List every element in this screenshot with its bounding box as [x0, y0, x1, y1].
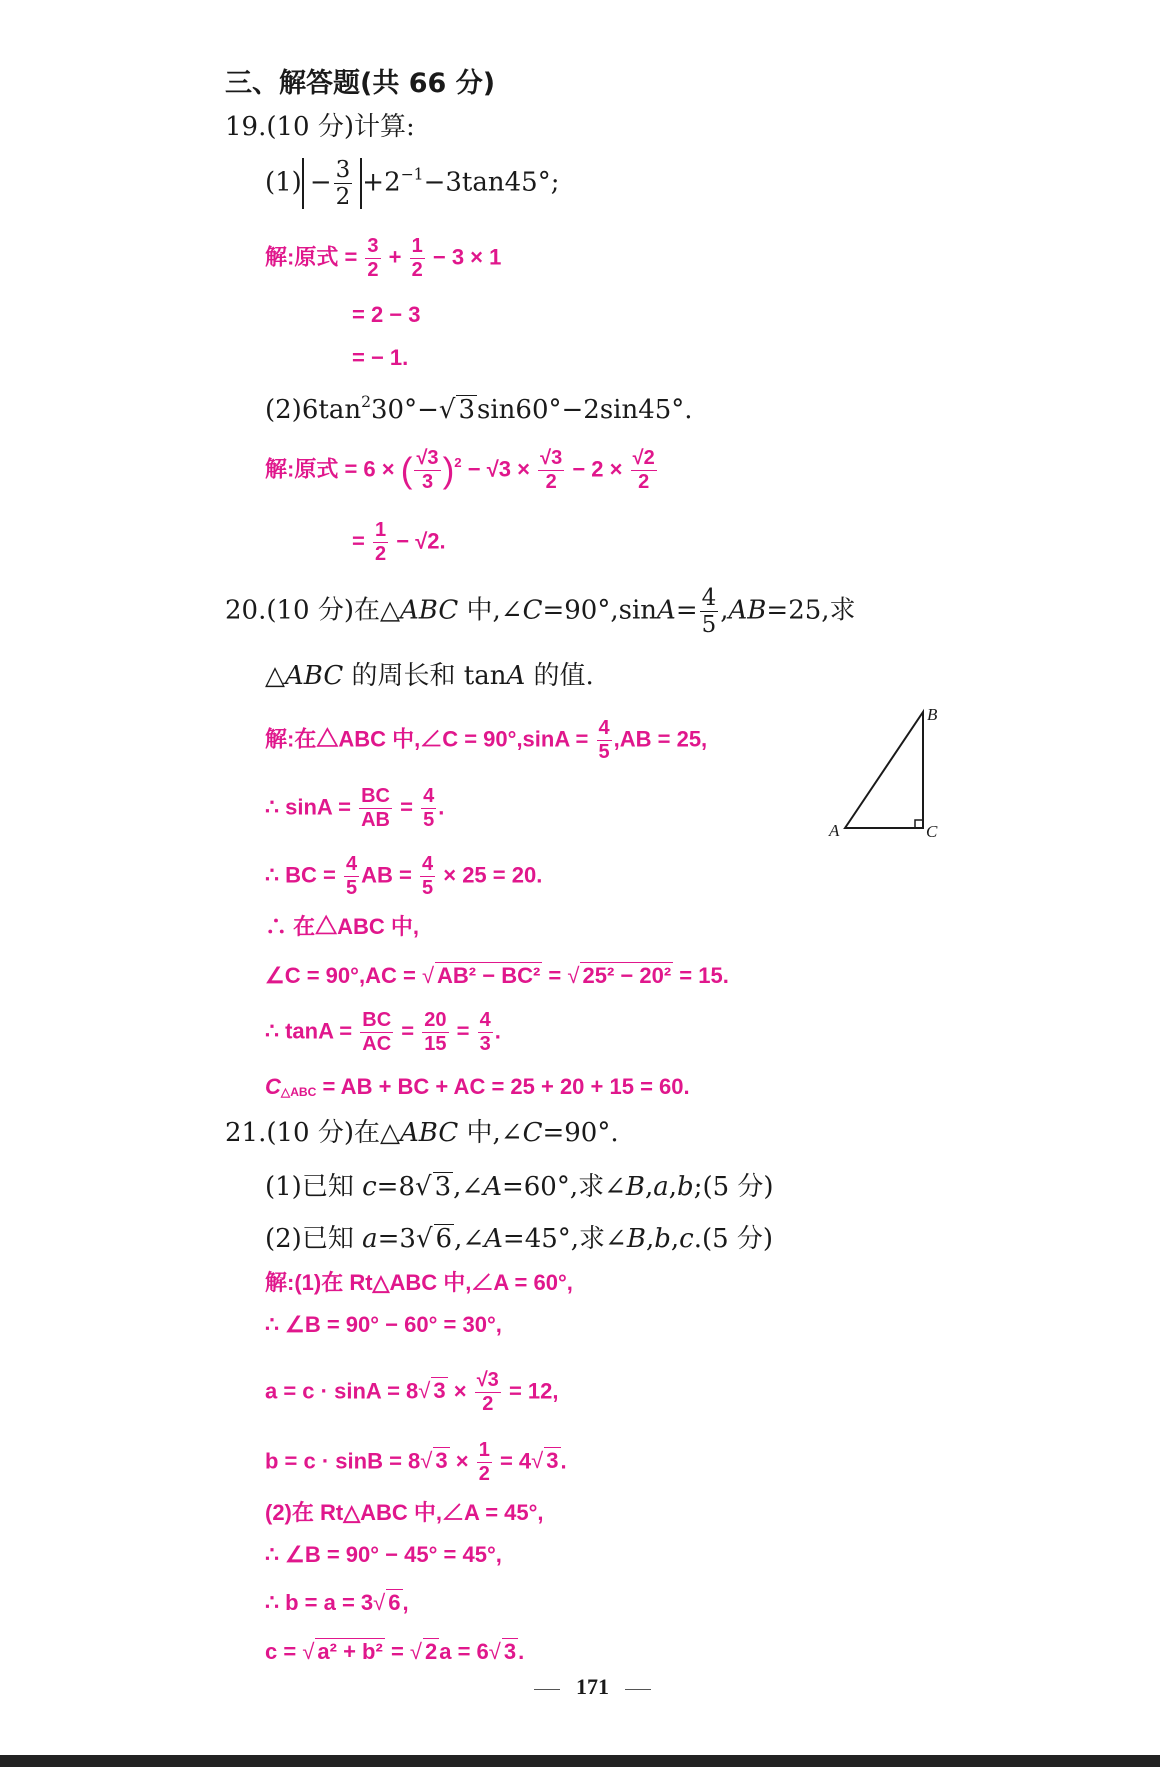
q20-sol-line1: 解:在△ABC 中,∠C = 90°,sinA = $\frac{4}{5}$ ,AB = 25, — [265, 717, 708, 763]
q21-sol-line6: ∴ ∠B = 90° − 45° = 45°, — [265, 1542, 502, 1567]
triangle-shape — [845, 712, 923, 828]
footer-dash-right — [625, 1689, 651, 1690]
q19-sol1-line3: = − 1. — [352, 345, 409, 370]
q21-sol-line1: 解:(1)在 Rt△ABC 中,∠A = 60°, — [265, 1270, 573, 1295]
vertex-label-c: C — [926, 822, 938, 841]
q19-sol1-line2: = 2 − 3 — [352, 302, 421, 327]
q21-part1: (1)已知 c=8√ 3,∠A=60°,求∠B,a,b;(5 分) — [265, 1172, 774, 1202]
q21-sol-line2: ∴ ∠B = 90° − 60° = 30°, — [265, 1312, 502, 1337]
q19-part2: $(2)6\tan^230^\circ-√$ 3sin60°−2sin45°. — [265, 393, 693, 425]
q20-stem-line1: 20.(10 分)在△ABC 中,∠C=90°,sinA= $\frac{4}{5}$ ,AB=25,求 — [225, 585, 856, 639]
vertex-label-b: B — [927, 705, 938, 724]
q20-stem-line2: △ABC 的周长和 tanA 的值. — [265, 661, 594, 691]
q19-part1: (1) − $\frac{3}{2}$ $+2^{-1}-3\tan 45^\circ$; — [265, 157, 560, 211]
q21-sol-line7: ∴ b = a = 3√ 6, — [265, 1590, 409, 1615]
q21-sol-line3: a = c · sinA = 8√ 3 × $\frac{√3}{2}$ = 12, — [265, 1369, 559, 1415]
q21-part2: (2)已知 a=3√ 6,∠A=45°,求∠B,b,c.(5 分) — [265, 1224, 774, 1254]
footer-dash-left — [534, 1689, 560, 1690]
q21-sol-line8: c = √ a² + b² = √ 2a = 6√ 3. — [265, 1639, 525, 1664]
q19-sol1-line1: 解:原式 = $\frac{3}{2}$ + $\frac{1}{2}$ − 3 × 1 — [265, 235, 502, 281]
bottom-bar — [0, 1755, 1160, 1767]
triangle-figure — [825, 700, 945, 845]
q20-sol-line7: $C_{\triangle ABC}$ = AB + BC + AC = 25 + 20 + 15 = 60. — [265, 1074, 690, 1099]
q21-sol-line5: (2)在 Rt△ABC 中,∠A = 45°, — [265, 1500, 544, 1525]
page-number: 171 — [576, 1674, 609, 1699]
q20-sol-line5: ∠C = 90°,AC = √ AB² − BC² = √ 25² − 20² = 15. — [265, 963, 729, 988]
q20-sol-line2: ∴ sinA = $\frac{BC}{AB}$ = $\frac{4}{5}$ . — [265, 785, 445, 831]
q21-sol-line4: b = c · sinB = 8√ 3 × $\frac{1}{2}$ = 4√ 3. — [265, 1439, 567, 1485]
vertex-label-a: A — [829, 821, 840, 840]
q19-sol2-line2: = $\frac{1}{2}$ − √2. — [352, 519, 446, 565]
q21-stem: 21.(10 分)在△ABC 中,∠C=90°. — [225, 1118, 619, 1148]
page-footer — [518, 1676, 667, 1698]
q20-sol-line3: ∴ BC = $\frac{4}{5}$ AB = $\frac{4}{5}$ × 25 = 20. — [265, 853, 543, 899]
q20-sol-line6: ∴ tanA = $\frac{BC}{AC}$ = $\frac{20}{15}$ = $\frac{4}{3}$ . — [265, 1009, 501, 1055]
section-title: 三、解答题(共 66 分) — [225, 68, 496, 99]
right-angle-mark — [915, 820, 923, 828]
q20-sol-line4: ∴ 在△ABC 中, — [265, 914, 420, 939]
q19-stem: 19.(10 分)计算: — [225, 112, 415, 142]
q19-sol2-line1: 解:原式 = 6 × ( $\frac{√3}{3}$ )$^2$ − √3 × $\frac{√3}{2}$ − 2 × $\frac{√2}{2}$ — [265, 447, 655, 493]
